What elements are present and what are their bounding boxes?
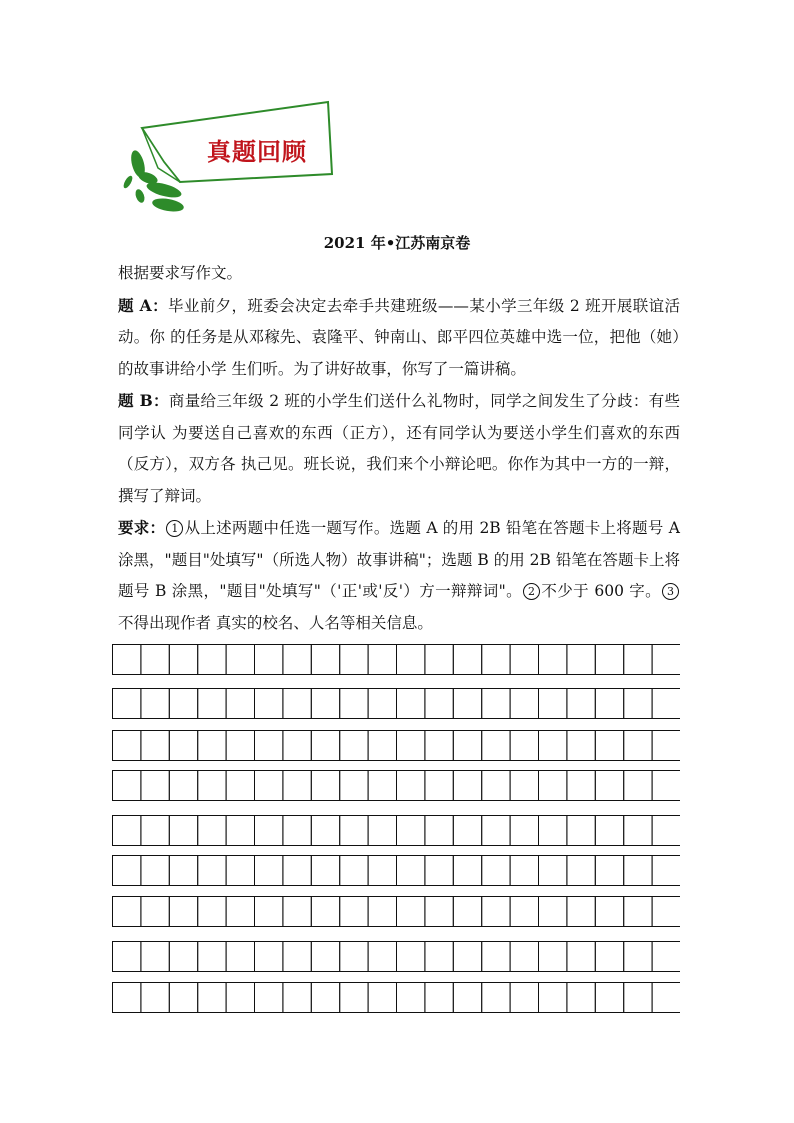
- grid-cell[interactable]: [113, 856, 141, 886]
- grid-cell[interactable]: [453, 771, 481, 801]
- grid-row: [112, 730, 680, 761]
- grid-cell[interactable]: [198, 645, 226, 675]
- grid-cell[interactable]: [482, 645, 510, 675]
- section-banner: [118, 98, 338, 220]
- grid-cell[interactable]: [652, 689, 680, 719]
- grid-cell[interactable]: [113, 731, 141, 761]
- grid-cell[interactable]: [283, 645, 311, 675]
- grid-cell[interactable]: [567, 942, 595, 972]
- grid-cell[interactable]: [311, 645, 339, 675]
- grid-cell[interactable]: [595, 942, 623, 972]
- grid-cell[interactable]: [652, 731, 680, 761]
- grid-cell[interactable]: [198, 942, 226, 972]
- grid-cell[interactable]: [397, 816, 425, 846]
- grid-cell[interactable]: [624, 771, 652, 801]
- grid-cell[interactable]: [141, 689, 169, 719]
- grid-cell[interactable]: [311, 897, 339, 927]
- grid-cell[interactable]: [510, 856, 538, 886]
- grid-cell[interactable]: [539, 645, 567, 675]
- circled-number-1: 1: [166, 520, 183, 537]
- grid-cell[interactable]: [453, 983, 481, 1013]
- grid-cell[interactable]: [169, 816, 197, 846]
- grid-cell[interactable]: [255, 983, 283, 1013]
- grid-cell[interactable]: [340, 645, 368, 675]
- grid-cell[interactable]: [482, 731, 510, 761]
- banner-title: 真题回顾: [207, 137, 307, 166]
- grid-cell[interactable]: [482, 816, 510, 846]
- grid-cell[interactable]: [652, 645, 680, 675]
- grid-cell[interactable]: [368, 731, 396, 761]
- topic-a-text: 毕业前夕，班委会决定去牵手共建班级——某小学三年级 2 班开展联谊活动。你 的任务是从邓稼先、袁隆平、钟南山、郎平四位英雄中选一位，把他（她）的故事讲给小学 生们听。为了讲好故事，你写了一篇讲稿。: [118, 296, 680, 378]
- grid-row: [112, 815, 680, 846]
- grid-cell[interactable]: [255, 897, 283, 927]
- grid-cell[interactable]: [283, 856, 311, 886]
- grid-cell[interactable]: [113, 645, 141, 675]
- grid-cell[interactable]: [567, 689, 595, 719]
- requirements-label: 要求：: [118, 518, 166, 537]
- grid-cell[interactable]: [510, 645, 538, 675]
- grid-cell[interactable]: [368, 983, 396, 1013]
- grid-cell[interactable]: [169, 897, 197, 927]
- grid-cell[interactable]: [539, 731, 567, 761]
- grid-cell[interactable]: [453, 731, 481, 761]
- grid-cell[interactable]: [198, 983, 226, 1013]
- circled-number-2: 2: [523, 583, 540, 600]
- grid-cell[interactable]: [340, 983, 368, 1013]
- grid-cell[interactable]: [482, 771, 510, 801]
- grid-cell[interactable]: [397, 942, 425, 972]
- grid-cell[interactable]: [368, 816, 396, 846]
- grid-cell[interactable]: [340, 731, 368, 761]
- grid-cell[interactable]: [567, 816, 595, 846]
- grid-cell[interactable]: [113, 942, 141, 972]
- grid-cell[interactable]: [453, 856, 481, 886]
- grid-cell[interactable]: [283, 942, 311, 972]
- topic-a-label: 题 A：: [118, 295, 168, 315]
- grid-cell[interactable]: [539, 983, 567, 1013]
- grid-cell[interactable]: [340, 771, 368, 801]
- grid-cell[interactable]: [368, 856, 396, 886]
- grid-cell[interactable]: [425, 731, 453, 761]
- grid-cell[interactable]: [425, 856, 453, 886]
- grid-cell[interactable]: [482, 856, 510, 886]
- grid-cell[interactable]: [368, 645, 396, 675]
- grid-cell[interactable]: [169, 771, 197, 801]
- grid-cell[interactable]: [397, 983, 425, 1013]
- grid-cell[interactable]: [340, 816, 368, 846]
- topic-b: [118, 385, 680, 512]
- grid-cell[interactable]: [539, 689, 567, 719]
- grid-cell[interactable]: [311, 689, 339, 719]
- grid-cell[interactable]: [311, 856, 339, 886]
- grid-cell[interactable]: [397, 645, 425, 675]
- grid-cell[interactable]: [169, 689, 197, 719]
- grid-cell[interactable]: [567, 645, 595, 675]
- grid-cell[interactable]: [397, 856, 425, 886]
- grid-cell[interactable]: [567, 771, 595, 801]
- grid-cell[interactable]: [340, 689, 368, 719]
- grid-cell[interactable]: [624, 816, 652, 846]
- grid-cell[interactable]: [255, 856, 283, 886]
- grid-cell[interactable]: [283, 689, 311, 719]
- grid-cell[interactable]: [595, 856, 623, 886]
- grid-cell[interactable]: [397, 771, 425, 801]
- grid-cell[interactable]: [255, 689, 283, 719]
- grid-cell[interactable]: [368, 942, 396, 972]
- grid-cell[interactable]: [255, 771, 283, 801]
- grid-cell[interactable]: [624, 983, 652, 1013]
- grid-cell[interactable]: [595, 897, 623, 927]
- grid-cell[interactable]: [198, 689, 226, 719]
- grid-cell[interactable]: [113, 897, 141, 927]
- grid-cell[interactable]: [283, 771, 311, 801]
- grid-cell[interactable]: [311, 731, 339, 761]
- grid-cell[interactable]: [141, 731, 169, 761]
- grid-row: [112, 941, 680, 972]
- grid-cell[interactable]: [510, 771, 538, 801]
- grid-cell[interactable]: [198, 856, 226, 886]
- grid-cell[interactable]: [141, 771, 169, 801]
- grid-cell[interactable]: [482, 689, 510, 719]
- grid-cell[interactable]: [624, 942, 652, 972]
- grid-cell[interactable]: [425, 897, 453, 927]
- grid-cell[interactable]: [453, 645, 481, 675]
- grid-cell[interactable]: [226, 983, 254, 1013]
- grid-cell[interactable]: [226, 771, 254, 801]
- grid-cell[interactable]: [510, 689, 538, 719]
- grid-cell[interactable]: [652, 816, 680, 846]
- grid-cell[interactable]: [169, 856, 197, 886]
- grid-cell[interactable]: [539, 897, 567, 927]
- requirements: [118, 512, 680, 639]
- grid-cell[interactable]: [425, 645, 453, 675]
- grid-cell[interactable]: [169, 942, 197, 972]
- grid-cell[interactable]: [510, 731, 538, 761]
- grid-cell[interactable]: [652, 897, 680, 927]
- grid-cell[interactable]: [255, 816, 283, 846]
- grid-cell[interactable]: [113, 983, 141, 1013]
- grid-cell[interactable]: [311, 771, 339, 801]
- grid-cell[interactable]: [624, 856, 652, 886]
- question-body: [118, 258, 680, 639]
- grid-cell[interactable]: [141, 897, 169, 927]
- topic-b-label: 题 B：: [118, 391, 169, 410]
- grid-cell[interactable]: [226, 897, 254, 927]
- grid-cell[interactable]: [198, 816, 226, 846]
- grid-cell[interactable]: [283, 731, 311, 761]
- grid-row: [112, 982, 680, 1013]
- grid-cell[interactable]: [141, 816, 169, 846]
- grid-cell[interactable]: [340, 856, 368, 886]
- exam-source: 2021 年•江苏南京卷: [323, 234, 471, 252]
- requirement-3: 不得出现作者 真实的校名、人名等相关信息。: [118, 613, 433, 632]
- grid-cell[interactable]: [652, 771, 680, 801]
- grid-cell[interactable]: [652, 983, 680, 1013]
- grid-cell[interactable]: [624, 689, 652, 719]
- grid-cell[interactable]: [595, 983, 623, 1013]
- requirement-1: 从上述两题中任选一题写作。选题 A 的用 2B 铅笔在答题卡上将题号 A 涂黑，"题目"处填写"（所选人物）故事讲稿"；选题 B 的用 2B 铅笔在答题卡上将题号 B 涂黑，"题目"处填写"（'正'或'反'）方一辩辩词"。: [118, 519, 680, 600]
- grid-cell[interactable]: [652, 856, 680, 886]
- grid-cell[interactable]: [595, 771, 623, 801]
- grid-cell[interactable]: [453, 816, 481, 846]
- grid-cell[interactable]: [453, 942, 481, 972]
- grid-cell[interactable]: [255, 942, 283, 972]
- grid-cell[interactable]: [624, 645, 652, 675]
- grid-cell[interactable]: [226, 731, 254, 761]
- grid-cell[interactable]: [624, 897, 652, 927]
- grid-row: [112, 644, 680, 675]
- grid-cell[interactable]: [624, 731, 652, 761]
- grid-cell[interactable]: [482, 942, 510, 972]
- grid-cell[interactable]: [595, 645, 623, 675]
- grid-cell[interactable]: [368, 897, 396, 927]
- grid-cell[interactable]: [113, 771, 141, 801]
- grid-cell[interactable]: [368, 771, 396, 801]
- grid-cell[interactable]: [141, 856, 169, 886]
- grid-cell[interactable]: [539, 771, 567, 801]
- grid-cell[interactable]: [595, 689, 623, 719]
- grid-cell[interactable]: [311, 942, 339, 972]
- grid-cell[interactable]: [397, 689, 425, 719]
- grid-cell[interactable]: [226, 942, 254, 972]
- grid-cell[interactable]: [340, 897, 368, 927]
- grid-cell[interactable]: [113, 816, 141, 846]
- requirement-2: 不少于 600 字。: [541, 582, 661, 600]
- grid-cell[interactable]: [425, 983, 453, 1013]
- grid-cell[interactable]: [397, 897, 425, 927]
- grid-cell[interactable]: [169, 645, 197, 675]
- grid-cell[interactable]: [283, 897, 311, 927]
- grid-cell[interactable]: [425, 771, 453, 801]
- grid-cell[interactable]: [141, 645, 169, 675]
- grid-row: [112, 896, 680, 927]
- grid-cell[interactable]: [482, 983, 510, 1013]
- grid-cell[interactable]: [567, 731, 595, 761]
- grid-cell[interactable]: [539, 856, 567, 886]
- grid-cell[interactable]: [567, 856, 595, 886]
- intro-text: 根据要求写作文。: [118, 264, 243, 282]
- grid-cell[interactable]: [510, 816, 538, 846]
- grid-cell[interactable]: [141, 983, 169, 1013]
- grid-row: [112, 688, 680, 719]
- grid-cell[interactable]: [340, 942, 368, 972]
- grid-cell[interactable]: [453, 689, 481, 719]
- grid-row: [112, 770, 680, 801]
- grid-cell[interactable]: [283, 983, 311, 1013]
- grid-cell[interactable]: [482, 897, 510, 927]
- grid-cell[interactable]: [226, 689, 254, 719]
- grid-cell[interactable]: [425, 942, 453, 972]
- grid-cell[interactable]: [397, 731, 425, 761]
- grid-cell[interactable]: [539, 816, 567, 846]
- grid-cell[interactable]: [283, 816, 311, 846]
- grid-cell[interactable]: [141, 942, 169, 972]
- grid-cell[interactable]: [567, 897, 595, 927]
- grid-cell[interactable]: [652, 942, 680, 972]
- grid-cell[interactable]: [113, 689, 141, 719]
- topic-a: [118, 290, 680, 386]
- circled-number-3: 3: [662, 583, 679, 600]
- grid-cell[interactable]: [311, 816, 339, 846]
- grid-cell[interactable]: [510, 897, 538, 927]
- grid-cell[interactable]: [198, 731, 226, 761]
- grid-cell[interactable]: [226, 645, 254, 675]
- grid-cell[interactable]: [226, 816, 254, 846]
- grid-cell[interactable]: [169, 731, 197, 761]
- grid-cell[interactable]: [255, 731, 283, 761]
- grid-cell[interactable]: [567, 983, 595, 1013]
- topic-b-text: 商量给三年级 2 班的小学生们送什么礼物时，同学之间发生了分歧：有些同学认 为要送自己喜欢的东西（正方），还有同学认为要送小学生们喜欢的东西（反方），双方各 执己见。班长说，我们来个小辩论吧。你作为其中一方的一辩，撰写了辩词。: [118, 392, 681, 505]
- grid-cell[interactable]: [453, 897, 481, 927]
- grid-cell[interactable]: [368, 689, 396, 719]
- grid-cell[interactable]: [539, 942, 567, 972]
- grid-cell[interactable]: [510, 983, 538, 1013]
- grid-cell[interactable]: [311, 983, 339, 1013]
- grid-cell[interactable]: [595, 731, 623, 761]
- grid-cell[interactable]: [169, 983, 197, 1013]
- grid-cell[interactable]: [425, 689, 453, 719]
- grid-row: [112, 855, 680, 886]
- grid-cell[interactable]: [595, 816, 623, 846]
- grid-cell[interactable]: [226, 856, 254, 886]
- grid-cell[interactable]: [198, 897, 226, 927]
- grid-cell[interactable]: [198, 771, 226, 801]
- grid-cell[interactable]: [510, 942, 538, 972]
- grid-cell[interactable]: [425, 816, 453, 846]
- grid-cell[interactable]: [255, 645, 283, 675]
